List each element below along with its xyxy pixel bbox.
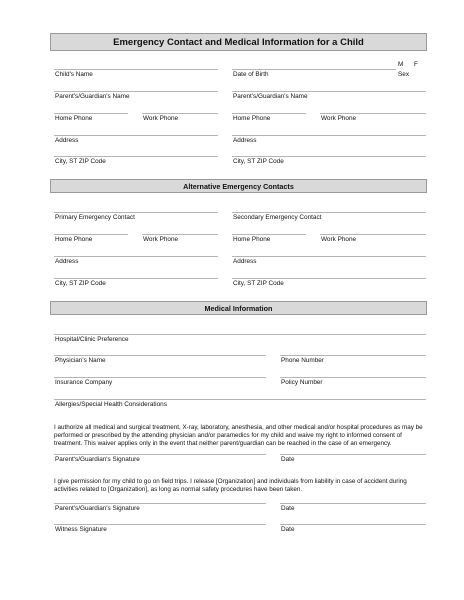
home-phone-label-left: Home Phone <box>55 115 93 122</box>
policy-number-label: Policy Number <box>281 379 323 386</box>
alt-city-st-zip-field-left[interactable] <box>54 278 218 279</box>
alt-work-phone-label-left: Work Phone <box>143 236 179 243</box>
address-field-left[interactable] <box>54 135 218 136</box>
secondary-contact-label: Secondary Emergency Contact <box>233 214 322 221</box>
alt-city-st-zip-label-right: City, ST ZIP Code <box>233 280 284 287</box>
parent-guardian-name-label-right: Parent's/Guardian's Name <box>233 93 308 100</box>
work-phone-label-right: Work Phone <box>321 115 357 122</box>
alt-work-phone-field-right[interactable] <box>320 234 426 235</box>
date-field-2[interactable] <box>280 503 426 504</box>
alt-address-label-right: Address <box>233 258 257 265</box>
childs-name-label: Child's Name <box>55 71 93 78</box>
insurance-company-field[interactable] <box>54 377 266 378</box>
alt-city-st-zip-field-right[interactable] <box>232 278 426 279</box>
parent-signature-label-2: Parent's/Guardian's Signature <box>55 505 140 512</box>
alt-city-st-zip-label-left: City, ST ZIP Code <box>55 280 106 287</box>
alt-address-field-left[interactable] <box>54 256 218 257</box>
primary-contact-label: Primary Emergency Contact <box>55 214 135 221</box>
primary-contact-field[interactable] <box>54 212 218 213</box>
date-label-2: Date <box>281 505 295 512</box>
hospital-preference-label: Hospital/Clinic Preference <box>55 336 129 343</box>
form-title: Emergency Contact and Medical Information for a Child <box>50 33 427 51</box>
date-of-birth-field[interactable] <box>232 69 396 70</box>
parent-guardian-name-label-left: Parent's/Guardian's Name <box>55 93 130 100</box>
medical-information-heading: Medical Information <box>50 301 427 315</box>
date-field-1[interactable] <box>280 454 426 455</box>
home-phone-field-right[interactable] <box>232 113 306 114</box>
phone-number-field[interactable] <box>280 355 426 356</box>
sex-option-m[interactable]: M <box>398 61 404 68</box>
insurance-company-label: Insurance Company <box>55 379 113 386</box>
parent-signature-label-1: Parent's/Guardian's Signature <box>55 456 140 463</box>
alt-work-phone-field-left[interactable] <box>142 234 218 235</box>
city-st-zip-label-right: City, ST ZIP Code <box>233 158 284 165</box>
date-field-3[interactable] <box>280 524 426 525</box>
work-phone-label-left: Work Phone <box>143 115 179 122</box>
treatment-authorization-text: I authorize all medical and surgical treatment, X-ray, laboratory, anesthesia, and other medical and/or hospital procedures as may be performed or prescribed by the attending physician and/or paramedics for my child and waive my right to informed consent of treatment. This waiver applies only in the event that neither parent/guardian can be reached in the case of an emergency. <box>54 424 423 448</box>
address-field-right[interactable] <box>232 135 426 136</box>
sex-option-f[interactable]: F <box>414 61 418 68</box>
parent-signature-field-1[interactable] <box>54 454 266 455</box>
city-st-zip-label-left: City, ST ZIP Code <box>55 158 106 165</box>
allergies-label: Allergies/Special Health Considerations <box>55 401 167 408</box>
field-trip-permission-text: I give permission for my child to go on field trips. I release [Organization] and individuals from liability in case of accident during activities related to [Organization], as long as normal safety procedures have been taken. <box>54 478 407 494</box>
city-st-zip-field-right[interactable] <box>232 156 426 157</box>
date-of-birth-label: Date of Birth <box>233 71 269 78</box>
home-phone-label-right: Home Phone <box>233 115 271 122</box>
parent-guardian-name-field-right[interactable] <box>232 91 426 92</box>
parent-guardian-name-field-left[interactable] <box>54 91 218 92</box>
witness-signature-label: Witness Signature <box>55 526 107 533</box>
childs-name-field[interactable] <box>54 69 218 70</box>
alt-home-phone-label-left: Home Phone <box>55 236 93 243</box>
alt-home-phone-field-left[interactable] <box>54 234 128 235</box>
address-label-left: Address <box>55 137 79 144</box>
physician-name-field[interactable] <box>54 355 266 356</box>
physician-name-label: Physician's Name <box>55 357 106 364</box>
alt-home-phone-field-right[interactable] <box>232 234 306 235</box>
address-label-right: Address <box>233 137 257 144</box>
policy-number-field[interactable] <box>280 377 426 378</box>
witness-signature-field[interactable] <box>54 524 266 525</box>
date-label-3: Date <box>281 526 295 533</box>
alt-work-phone-label-right: Work Phone <box>321 236 357 243</box>
city-st-zip-field-left[interactable] <box>54 156 218 157</box>
home-phone-field-left[interactable] <box>54 113 128 114</box>
parent-signature-field-2[interactable] <box>54 503 266 504</box>
work-phone-field-left[interactable] <box>142 113 218 114</box>
alt-address-field-right[interactable] <box>232 256 426 257</box>
sex-label: Sex <box>398 71 410 78</box>
work-phone-field-right[interactable] <box>320 113 426 114</box>
alt-address-label-left: Address <box>55 258 79 265</box>
hospital-preference-field[interactable] <box>54 334 426 335</box>
date-label-1: Date <box>281 456 295 463</box>
phone-number-label: Phone Number <box>281 357 324 364</box>
alt-home-phone-label-right: Home Phone <box>233 236 271 243</box>
alternative-contacts-heading: Alternative Emergency Contacts <box>50 179 427 193</box>
secondary-contact-field[interactable] <box>232 212 426 213</box>
allergies-field[interactable] <box>54 399 426 400</box>
